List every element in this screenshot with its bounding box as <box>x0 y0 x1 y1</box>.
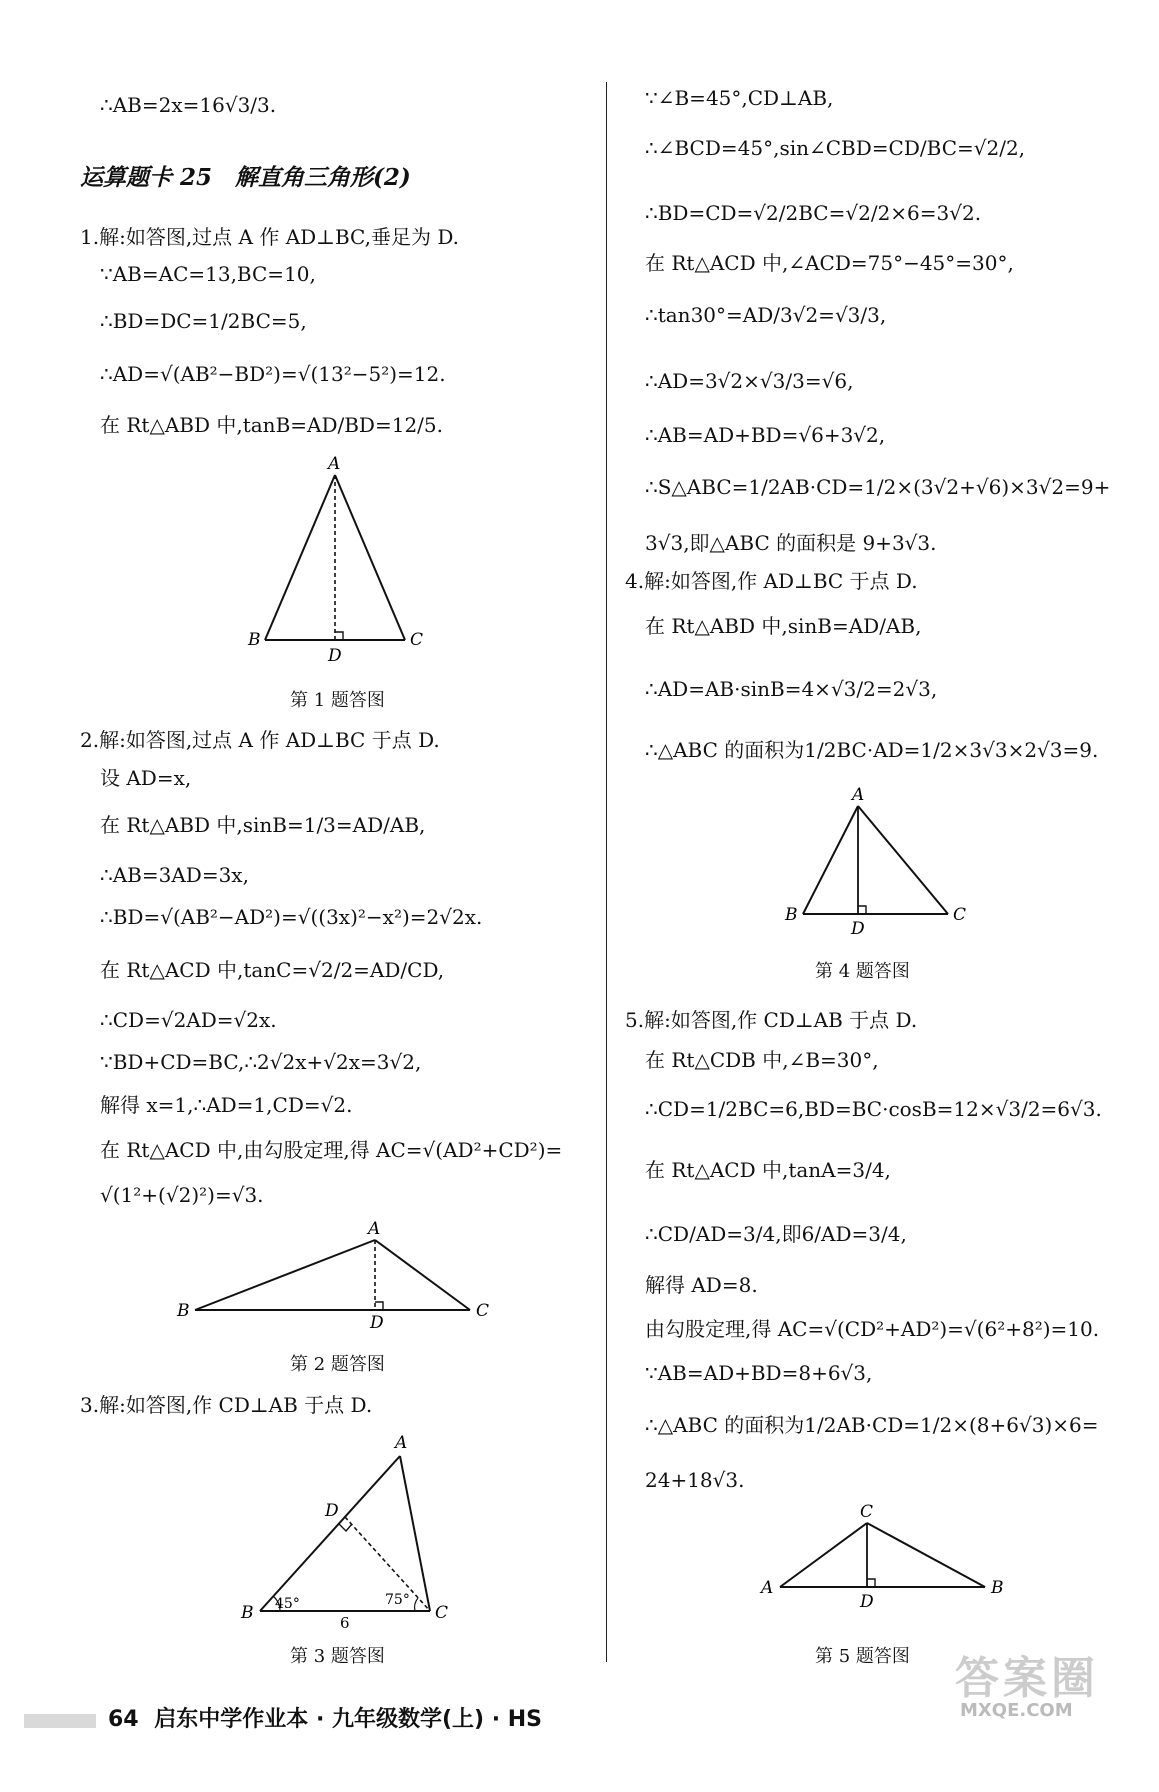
column-divider <box>606 82 607 1662</box>
line: ∴BD=CD=√2/2BC=√2/2×6=3√2. <box>645 201 982 225</box>
line: ∵AB=AD+BD=8+6√3, <box>645 1361 873 1385</box>
figure-1-caption: 第 1 题答图 <box>290 690 385 711</box>
book-title: 启东中学作业本 · 九年级数学(上) · HS <box>154 1707 543 1732</box>
label-a: A <box>761 1578 774 1598</box>
line: ∴AB=AD+BD=√6+3√2, <box>645 423 886 447</box>
watermark-url: MXQE.COM <box>960 1700 1073 1721</box>
line: 解得 x=1,∴AD=1,CD=√2. <box>100 1093 353 1117</box>
label-c: C <box>476 1301 490 1321</box>
line: 在 Rt△ABD 中,sinB=1/3=AD/AB, <box>100 813 426 837</box>
line: ∴△ABC 的面积为1/2AB·CD=1/2×(8+6√3)×6= <box>645 1413 1099 1437</box>
figure-5 <box>755 1495 1015 1620</box>
watermark-logo: 答案圈 <box>955 1653 1099 1704</box>
line: 3.解:如答图,作 CD⊥AB 于点 D. <box>80 1393 373 1417</box>
label-a: A <box>395 1433 408 1453</box>
figure-3 <box>235 1428 465 1628</box>
line: 在 Rt△ACD 中,tanA=3/4, <box>645 1158 891 1182</box>
label-side-length: 6 <box>340 1614 350 1628</box>
section-title: 运算题卡 25 解直角三角形(2) <box>80 164 411 191</box>
label-d: D <box>860 1592 874 1612</box>
label-b: B <box>177 1301 190 1321</box>
line: ∴BD=√(AB²−AD²)=√((3x)²−x²)=2√2x. <box>100 905 483 929</box>
line: 解得 AD=8. <box>645 1273 758 1297</box>
footer <box>108 1702 542 1733</box>
label-b: B <box>991 1578 1004 1598</box>
line: 4.解:如答图,作 AD⊥BC 于点 D. <box>625 569 918 593</box>
label-d: D <box>370 1313 384 1328</box>
figure-3-caption: 第 3 题答图 <box>290 1646 385 1667</box>
line: 在 Rt△CDB 中,∠B=30°, <box>645 1048 879 1072</box>
line: ∴S△ABC=1/2AB·CD=1/2×(3√2+√6)×3√2=9+ <box>645 475 1111 499</box>
label-c: C <box>860 1502 874 1522</box>
label-d: D <box>325 1501 339 1521</box>
label-angle-45: 45° <box>275 1596 300 1612</box>
figure-2 <box>170 1218 510 1328</box>
figure-4 <box>775 784 975 944</box>
label-c: C <box>953 905 967 925</box>
label-b: B <box>248 630 261 650</box>
label-a: A <box>368 1219 381 1239</box>
label-a: A <box>328 455 341 474</box>
line: 由勾股定理,得 AC=√(CD²+AD²)=√(6²+8²)=10. <box>645 1317 1100 1341</box>
line: ∵BD+CD=BC,∴2√2x+√2x=3√2, <box>100 1050 422 1074</box>
line: 2.解:如答图,过点 A 作 AD⊥BC 于点 D. <box>80 728 440 752</box>
label-b: B <box>785 905 798 925</box>
line: ∴BD=DC=1/2BC=5, <box>100 309 307 333</box>
label-a: A <box>852 785 865 805</box>
label-c: C <box>435 1603 449 1623</box>
line: ∴AB=2x=16√3/3. <box>100 93 277 117</box>
figure-4-caption: 第 4 题答图 <box>815 961 910 982</box>
line: ∴△ABC 的面积为1/2BC·AD=1/2×3√3×2√3=9. <box>645 738 1099 762</box>
line: 在 Rt△ACD 中,由勾股定理,得 AC=√(AD²+CD²)= <box>100 1138 563 1162</box>
line: 在 Rt△ABD 中,tanB=AD/BD=12/5. <box>100 413 443 437</box>
line: ∵AB=AC=13,BC=10, <box>100 262 316 286</box>
line: ∴AD=3√2×√3/3=√6, <box>645 369 854 393</box>
line: √(1²+(√2)²)=√3. <box>100 1183 264 1207</box>
label-angle-75: 75° <box>385 1592 410 1608</box>
line: 在 Rt△ACD 中,tanC=√2/2=AD/CD, <box>100 958 445 982</box>
line: ∴AD=√(AB²−BD²)=√(13²−5²)=12. <box>100 362 446 386</box>
line: ∴AB=3AD=3x, <box>100 863 249 887</box>
line: 1.解:如答图,过点 A 作 AD⊥BC,垂足为 D. <box>80 225 460 249</box>
line: 在 Rt△ACD 中,∠ACD=75°−45°=30°, <box>645 251 1014 275</box>
figure-2-caption: 第 2 题答图 <box>290 1354 385 1375</box>
page-number: 64 <box>108 1707 139 1732</box>
figure-5-caption: 第 5 题答图 <box>815 1646 910 1667</box>
label-c: C <box>410 630 424 650</box>
figure-1 <box>240 455 430 665</box>
line: 5.解:如答图,作 CD⊥AB 于点 D. <box>625 1008 918 1032</box>
label-b: B <box>241 1603 254 1623</box>
line: ∴CD/AD=3/4,即6/AD=3/4, <box>645 1222 907 1246</box>
line: ∴CD=√2AD=√2x. <box>100 1008 277 1032</box>
line: ∴CD=1/2BC=6,BD=BC·cosB=12×√3/2=6√3. <box>645 1097 1102 1121</box>
line: ∴∠BCD=45°,sin∠CBD=CD/BC=√2/2, <box>645 136 1026 160</box>
label-d: D <box>328 646 342 665</box>
line: ∵∠B=45°,CD⊥AB, <box>645 86 834 110</box>
line: 在 Rt△ABD 中,sinB=AD/AB, <box>645 614 922 638</box>
label-d: D <box>851 919 865 939</box>
line: 3√3,即△ABC 的面积是 9+3√3. <box>645 531 937 555</box>
footer-decoration <box>24 1714 96 1728</box>
line: 设 AD=x, <box>100 766 192 790</box>
line: ∴AD=AB·sinB=4×√3/2=2√3, <box>645 677 938 701</box>
line: 24+18√3. <box>645 1468 745 1492</box>
line: ∴tan30°=AD/3√2=√3/3, <box>645 303 887 327</box>
